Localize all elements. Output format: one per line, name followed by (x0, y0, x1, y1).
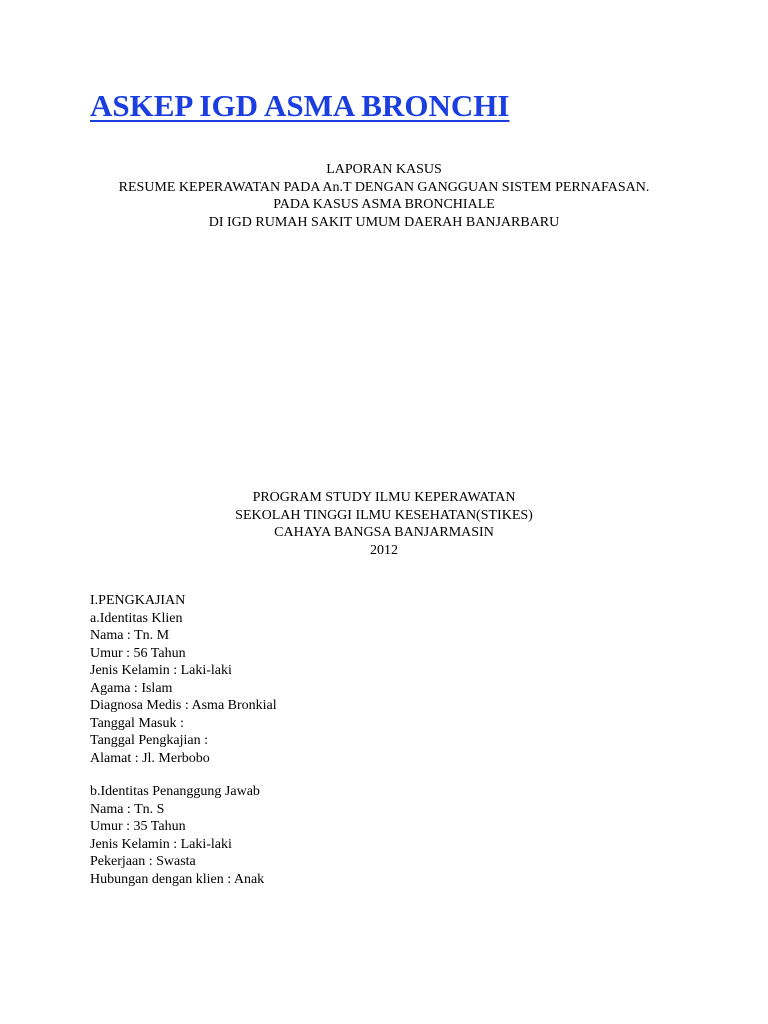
cover-line-report-type: LAPORAN KASUS (326, 162, 442, 177)
klien-diagnosa-medis: Diagnosa Medis : Asma Bronkial (90, 698, 277, 713)
institution-school: SEKOLAH TINGGI ILMU KESEHATAN(STIKES) (235, 507, 533, 523)
klien-umur: Umur : 56 Tahun (90, 645, 186, 661)
identitas-klien-heading: a.Identitas Klien (90, 610, 183, 626)
penanggung-jawab-pekerjaan: Pekerjaan : Swasta (90, 854, 196, 869)
klien-agama: Agama : Islam (90, 680, 173, 696)
institution-year: 2012 (370, 542, 398, 558)
klien-tanggal-pengkajian: Tanggal Pengkajian : (90, 733, 208, 748)
klien-nama: Nama : Tn. M (90, 628, 170, 643)
document-title-link[interactable]: ASKEP IGD ASMA BRONCHI (90, 88, 510, 123)
klien-alamat: Alamat : Jl. Merbobo (90, 750, 210, 766)
institution-name: CAHAYA BANGSA BANJARMASIN (274, 525, 494, 540)
penanggung-jawab-nama: Nama : Tn. S (90, 801, 165, 817)
institution-block (0, 489, 768, 559)
klien-jenis-kelamin: Jenis Kelamin : Laki-laki (90, 663, 232, 678)
penanggung-jawab-heading: b.Identitas Penanggung Jawab (90, 784, 260, 799)
identitas-penanggung-jawab-section (90, 783, 264, 888)
institution-program: PROGRAM STUDY ILMU KEPERAWATAN (252, 490, 516, 505)
penanggung-jawab-umur: Umur : 35 Tahun (90, 819, 186, 834)
penanggung-jawab-hubungan: Hubungan dengan klien : Anak (90, 871, 265, 887)
cover-block (0, 161, 768, 231)
cover-line-location: DI IGD RUMAH SAKIT UMUM DAERAH BANJARBARU (208, 214, 560, 230)
klien-tanggal-masuk: Tanggal Masuk : (90, 715, 184, 731)
cover-line-resume: RESUME KEPERAWATAN PADA An.T DENGAN GANGGUAN SISTEM PERNAFASAN. (118, 179, 650, 195)
cover-line-case: PADA KASUS ASMA BRONCHIALE (273, 197, 495, 212)
pengkajian-heading: I.PENGKAJIAN (90, 593, 186, 608)
identitas-klien-section (90, 592, 277, 767)
penanggung-jawab-jenis-kelamin: Jenis Kelamin : Laki-laki (90, 836, 232, 852)
